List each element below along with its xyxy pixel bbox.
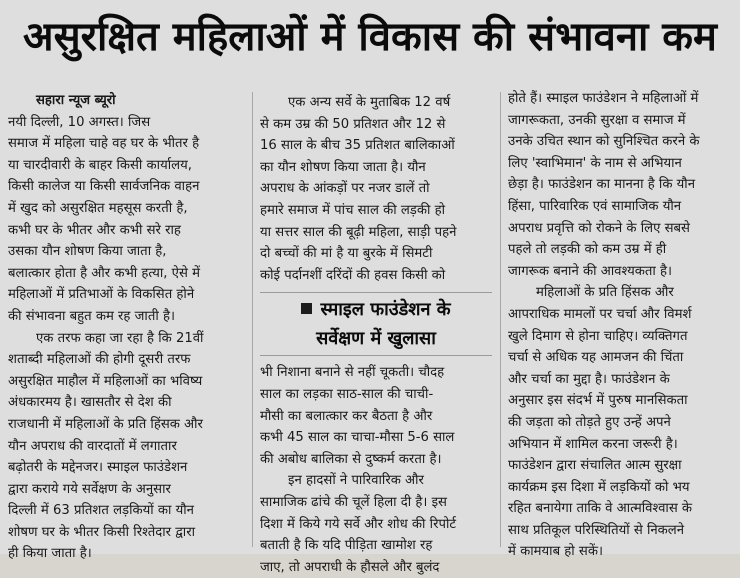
text-line: महिलाओं के प्रति हिंसक और — [536, 285, 674, 301]
text-line: की संभावना बहुत कम रह जाती है। — [8, 308, 175, 324]
text-line: ही किया जाता है। — [8, 546, 92, 562]
text-line: आपराधिक मामलों पर चर्चा और विमर्श — [508, 306, 692, 322]
text-line: होते हैं। स्माइल फाउंडेशन ने महिलाओं में — [508, 91, 699, 106]
text-line: बढ़ोतरी के मद्देनजर। स्माइल फाउंडेशन — [8, 460, 188, 476]
text-line: उसका यौन शोषण किया जाता है, — [8, 244, 167, 260]
text-line: अपराध के आंकड़ों पर नजर डालें तो — [260, 181, 430, 197]
subheading-line-2: सर्वेक्षण में खुलासा — [316, 328, 436, 350]
text-line: शताब्दी महिलाओं की होगी दूसरी तरफ — [8, 352, 191, 368]
text-line: अपराध प्रवृत्ति को रोकने के लिए सबसे — [508, 220, 690, 236]
text-line: खुले दिमाग से होना चाहिए। व्यक्तिगत — [508, 328, 688, 344]
text-line: बलात्कार होता है और कभी हत्या, ऐसे में — [8, 265, 200, 281]
subheading-line-1: स्माइल फाउंडेशन के — [260, 295, 492, 324]
text-line: एक तरफ कहा जा रहा है कि 21वीं — [36, 330, 204, 346]
column-divider — [252, 92, 253, 547]
text-line: दिल्ली में 63 प्रतिशत लड़कियों का यौन — [8, 503, 194, 519]
text-line: में कामयाब हो सकें। — [508, 544, 603, 560]
text-line: समाज में महिला चाहे वह घर के भीतर है — [8, 136, 200, 152]
text-line: चर्चा से अधिक यह आमजन की चिंता — [508, 350, 684, 366]
column-1 — [8, 90, 244, 565]
text-line: जागरूकता, उनकी सुरक्षा व समाज में — [508, 112, 686, 128]
text-line: कभी 45 साल का चाचा-मौसा 5-6 साल — [260, 430, 455, 446]
text-line: का यौन शोषण किया जाता है। यौन — [260, 159, 426, 175]
text-line: राजधानी में महिलाओं के प्रति हिंसक और — [8, 416, 203, 432]
column-2-top — [260, 92, 492, 286]
text-line: शोषण घर के भीतर किसी रिश्तेदार द्वारा — [8, 524, 196, 540]
text-line: अभियान में शामिल करना जरूरी है। — [508, 436, 678, 452]
text-line: दो बच्चों की मां है या बुरके में सिमटी — [260, 246, 433, 262]
column-2 — [260, 92, 492, 578]
text-line: किसी कालेज या किसी सार्वजनिक वाहन — [8, 179, 200, 195]
text-line: हमारे समाज में पांच साल की लड़की हो — [260, 202, 445, 218]
text-line: कभी घर के भीतर और कभी सरे राह — [8, 222, 181, 238]
text-line: और चर्चा का मुद्दा है। फाउंडेशन के — [508, 371, 670, 387]
text-line: उनके उचित स्थान को सुनिश्चित करने के — [508, 134, 700, 150]
text-line: हिंसा, पारिवारिक एवं सामाजिक यौन — [508, 198, 682, 214]
text-line: से कम उम्र की 50 प्रतिशत और 12 से — [260, 116, 446, 132]
text-line: बताती है कि यदि पीड़िता खामोश रह — [260, 538, 433, 554]
text-line: पहले तो लड़की को कम उम्र में ही — [508, 242, 667, 258]
text-line: एक अन्य सर्वे के मुताबिक 12 वर्ष — [288, 95, 451, 110]
text-line: कोई पर्दानशीं दरिंदों की हवस किसी को — [260, 267, 446, 283]
column-divider — [500, 92, 501, 547]
headline: असुरक्षित महिलाओं में विकास की संभावना कम — [23, 14, 717, 60]
text-line: महिलाओं में प्रतिभाओं के विकसित होने — [8, 287, 195, 303]
text-line: 16 साल के बीच 35 प्रतिशत बालिकाओं — [260, 138, 455, 154]
text-line: जागरूक बनाने की आवश्यकता है। — [508, 263, 673, 279]
text-line: छेड़ा है। फाउंडेशन का मानना है कि यौन — [508, 177, 696, 193]
text-line: असुरक्षित माहौल में महिलाओं का भविष्य — [8, 373, 203, 389]
text-line: इन हादसों ने पारिवारिक और — [288, 473, 424, 489]
subheading-box — [260, 292, 492, 356]
text-line: की जड़ता को तोड़ते हुए उन्हें अपने — [508, 414, 671, 430]
text-line: कार्यक्रम इस दिशा में लड़कियों को भय — [508, 479, 690, 495]
text-line: साथ प्रतिकूल परिस्थितियों से निकलने — [508, 522, 685, 538]
text-line: की अबोध बालिका से दुष्कर्म करता है। — [260, 451, 442, 467]
column-2-bottom — [260, 362, 492, 578]
text-line: द्वारा कराये गये सर्वेक्षण के अनुसार — [8, 481, 171, 497]
text-line: लिए 'स्वाभिमान' के नाम से अभियान — [508, 155, 682, 171]
text-line: अंधकारमय है। खासतौर से देश की — [8, 395, 172, 411]
text-line: जाए, तो अपराधी के हौसले और बुलंद — [260, 559, 440, 575]
text-line: या चारदीवारी के बाहर किसी कार्यालय, — [8, 157, 192, 173]
column-1-body — [8, 112, 244, 565]
text-line: या सत्तर साल की बूढ़ी महिला, साड़ी पहने — [260, 224, 457, 240]
text-line: में खुद को असुरक्षित महसूस करती है, — [8, 200, 188, 216]
column-3-body — [508, 88, 734, 563]
text-line: भी निशाना बनाने से नहीं चूकती। चौदह — [260, 365, 445, 381]
text-line: मौसी का बलात्कार कर बैठता है और — [260, 408, 433, 424]
text-line: अनुसार इस संदर्भ में पुरुष मानसिकता — [508, 393, 688, 409]
text-line: फाउंडेशन द्वारा संचालित आत्म सुरक्षा — [508, 458, 682, 474]
column-3 — [508, 88, 734, 563]
text-line: नयी दिल्ली, 10 अगस्त। जिस — [8, 114, 151, 130]
text-line: सामाजिक ढांचे की चूलें हिला दी है। इस — [260, 494, 447, 510]
text-line: रहित बनायेगा ताकि वे आत्मविश्वास के — [508, 501, 693, 517]
text-line: दिशा में किये गये सर्वे और शोध की रिपोर्ट — [260, 516, 457, 532]
text-line: यौन अपराध की वारदातों में लगातार — [8, 438, 177, 454]
text-line: साल का लड़का साठ-साल की चाची- — [260, 386, 434, 402]
square-bullet-icon — [301, 303, 312, 314]
byline: सहारा न्यूज ब्यूरो — [36, 93, 116, 108]
